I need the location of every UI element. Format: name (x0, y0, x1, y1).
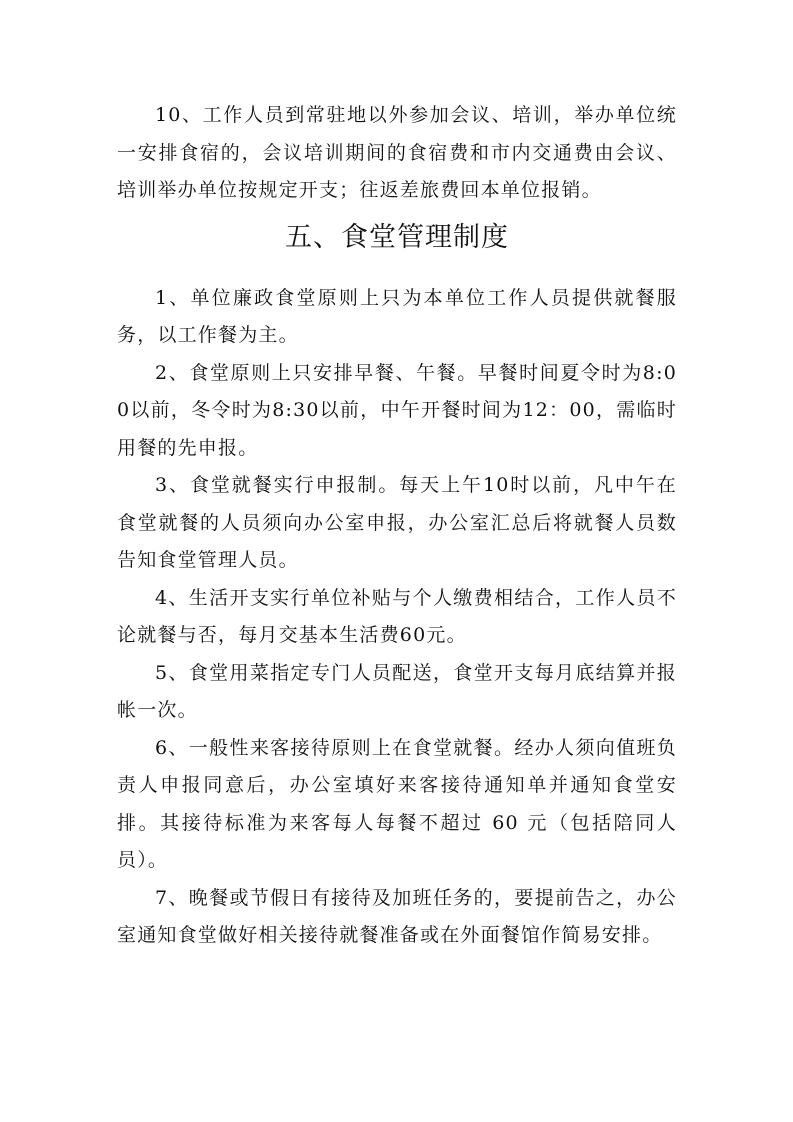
paragraph-item-3: 3、食堂就餐实行申报制。每天上午10时以前，凡中午在食堂就餐的人员须向办公室申报，办公室汇总后将就餐人员数告知食堂管理人员。 (117, 474, 677, 571)
paragraph-item-5: 5、食堂用菜指定专门人员配送，食堂开支每月底结算并报帐一次。 (117, 661, 677, 721)
document-body (117, 97, 677, 955)
section-title: 五、食堂管理制度 (285, 221, 509, 253)
paragraph-item-7: 7、晚餐或节假日有接待及加班任务的，要提前告之，办公室通知食堂做好相关接待就餐准备或在外面餐馆作简易安排。 (117, 886, 677, 946)
paragraph-item-10: 10、工作人员到常驻地以外参加会议、培训，举办单位统一安排食宿的，会议培训期间的食宿费和市内交通费由会议、培训举办单位按规定开支；往返差旅费回本单位报销。 (117, 104, 677, 201)
paragraph-item-2: 2、食堂原则上只安排早餐、午餐。早餐时间夏令时为8:00以前，冬令时为8:30以前，中午开餐时间为12：00，需临时用餐的先申报。 (117, 361, 677, 459)
paragraph-item-4: 4、生活开支实行单位补贴与个人缴费相结合，工作人员不论就餐与否，每月交基本生活费60元。 (117, 586, 677, 646)
paragraph-item-1: 1、单位廉政食堂原则上只为本单位工作人员提供就餐服务，以工作餐为主。 (117, 286, 677, 346)
paragraph-item-6: 6、一般性来客接待原则上在食堂就餐。经办人须向值班负责人申报同意后，办公室填好来客接待通知单并通知食堂安排。其接待标准为来客每人每餐不超过 60 元（包括陪同人员）。 (117, 736, 677, 871)
